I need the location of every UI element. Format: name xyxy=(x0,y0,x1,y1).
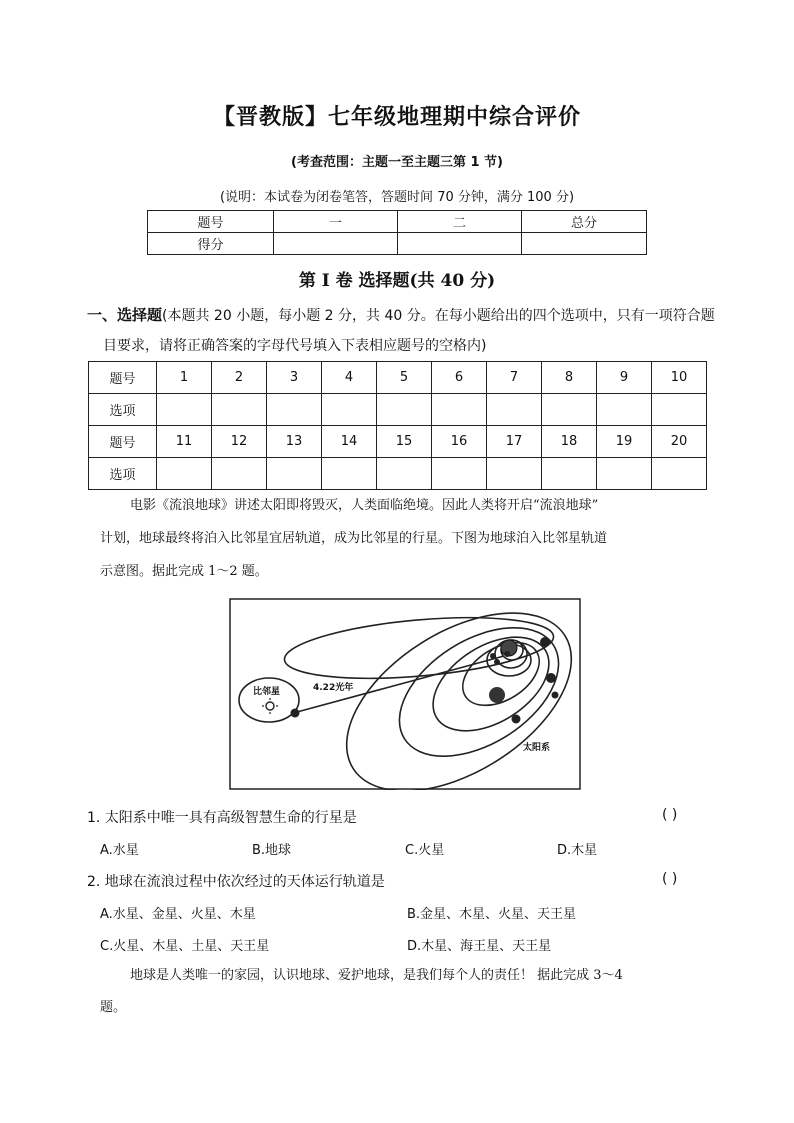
question-2-stem: 2. 地球在流浪过程中依次经过的天体运行轨道是 xyxy=(87,874,385,890)
answer-cell[interactable] xyxy=(212,394,267,426)
passage1-line3: 示意图。据此完成 1～2 题。 xyxy=(100,564,268,579)
question-1-option-a[interactable]: A.水星 xyxy=(100,843,139,858)
answer-cell[interactable] xyxy=(652,394,707,426)
diagram-frame xyxy=(230,599,580,789)
exam-title: 【晋教版】七年级地理期中综合评价 xyxy=(212,105,581,130)
passage2-line2: 题。 xyxy=(100,1000,127,1015)
question-1-option-d[interactable]: D.木星 xyxy=(557,843,598,858)
question-number-cell: 20 xyxy=(652,426,707,458)
question-number-cell: 19 xyxy=(597,426,652,458)
question-number-cell: 4 xyxy=(322,362,377,394)
score-blank-cell[interactable] xyxy=(522,233,647,255)
answer-cell[interactable] xyxy=(542,394,597,426)
answer-cell[interactable] xyxy=(377,394,432,426)
score-blank-cell[interactable] xyxy=(398,233,522,255)
answer-cell[interactable] xyxy=(597,458,652,490)
answer-cell[interactable] xyxy=(487,394,542,426)
section1-instruction-cont: 目要求，请将正确答案的字母代号填入下表相应题号的空格内) xyxy=(103,338,487,354)
answer-row-label: 题号 xyxy=(89,362,157,394)
question-number-cell: 18 xyxy=(542,426,597,458)
planet-icon xyxy=(489,687,505,703)
question-number-cell: 12 xyxy=(212,426,267,458)
answer-cell[interactable] xyxy=(157,458,212,490)
answer-cell[interactable] xyxy=(487,458,542,490)
question-number-cell: 8 xyxy=(542,362,597,394)
question-1-option-b[interactable]: B.地球 xyxy=(252,843,292,858)
score-blank-cell[interactable] xyxy=(274,233,398,255)
score-header-cell: 二 xyxy=(398,211,522,233)
question-number-cell: 13 xyxy=(267,426,322,458)
answer-row-label: 题号 xyxy=(89,426,157,458)
question-number-cell: 6 xyxy=(432,362,487,394)
question-number-cell: 3 xyxy=(267,362,322,394)
answer-cell[interactable] xyxy=(157,394,212,426)
answer-cell[interactable] xyxy=(377,458,432,490)
question-number-cell: 5 xyxy=(377,362,432,394)
question-2-option-b[interactable]: B.金星、木星、火星、天王星 xyxy=(407,907,577,922)
planet-icon xyxy=(540,637,550,647)
answer-cell[interactable] xyxy=(322,458,377,490)
section1-heading: 一、选择题 xyxy=(87,306,163,324)
question-2-answer-paren[interactable]: ( ) xyxy=(662,871,678,887)
question-2-option-d[interactable]: D.木星、海王星、天王星 xyxy=(407,939,552,954)
question-number-cell: 7 xyxy=(487,362,542,394)
planet-icon xyxy=(490,653,496,659)
question-2-option-c[interactable]: C.火星、木星、土星、天王星 xyxy=(100,939,270,954)
question-number-cell: 9 xyxy=(597,362,652,394)
planet-icon xyxy=(504,651,510,657)
answer-cell[interactable] xyxy=(267,394,322,426)
volume-title: 第 I 卷 选择题(共 40 分) xyxy=(298,271,496,291)
planet-icon xyxy=(546,673,556,683)
answer-cell[interactable] xyxy=(322,394,377,426)
section1-instruction xyxy=(87,304,727,327)
question-number-cell: 11 xyxy=(157,426,212,458)
exam-scope: (考查范围：主题一至主题三第 1 节) xyxy=(291,155,503,170)
section1-text: (本题共 20 小题，每小题 2 分，共 40 分。在每小题给出的四个选项中，只有一项符合题 xyxy=(162,308,715,324)
orbit-diagram xyxy=(229,598,581,790)
answer-cell[interactable] xyxy=(212,458,267,490)
planet-icon xyxy=(552,692,559,699)
question-1-stem: 1. 太阳系中唯一具有高级智慧生命的行星是 xyxy=(87,810,357,826)
question-number-cell: 17 xyxy=(487,426,542,458)
answer-cell[interactable] xyxy=(597,394,652,426)
question-1-option-c[interactable]: C.火星 xyxy=(405,843,445,858)
label-distance: 4.22光年 xyxy=(313,683,354,693)
question-number-cell: 10 xyxy=(652,362,707,394)
answer-cell[interactable] xyxy=(432,458,487,490)
answer-cell[interactable] xyxy=(432,394,487,426)
answer-row-label: 选项 xyxy=(89,458,157,490)
question-number-cell: 2 xyxy=(212,362,267,394)
question-number-cell: 16 xyxy=(432,426,487,458)
label-proxima: 比邻星 xyxy=(253,687,281,697)
planet-icon xyxy=(512,715,521,724)
answer-cell[interactable] xyxy=(542,458,597,490)
answer-cell[interactable] xyxy=(267,458,322,490)
earth-icon xyxy=(291,709,300,718)
question-number-cell: 15 xyxy=(377,426,432,458)
question-number-cell: 14 xyxy=(322,426,377,458)
answer-table xyxy=(88,361,707,490)
passage1-line2: 计划，地球最终将泊入比邻星宜居轨道，成为比邻星的行星。下图为地球泊入比邻星轨道 xyxy=(100,531,608,546)
question-2-option-a[interactable]: A.水星、金星、火星、木星 xyxy=(100,907,256,922)
score-header-cell: 一 xyxy=(274,211,398,233)
score-header-cell: 总分 xyxy=(522,211,647,233)
question-1-answer-paren[interactable]: ( ) xyxy=(662,807,678,823)
passage2-line1: 地球是人类唯一的家园，认识地球、爱护地球，是我们每个人的责任！ 据此完成 3～4 xyxy=(130,968,623,983)
score-table xyxy=(147,210,647,255)
passage1-line1: 电影《流浪地球》讲述太阳即将毁灭，人类面临绝境。因此人类将开启“流浪地球” xyxy=(130,498,599,513)
question-number-cell: 1 xyxy=(157,362,212,394)
label-solar-system: 太阳系 xyxy=(523,743,551,753)
exam-note: (说明：本试卷为闭卷笔答，答题时间 70 分钟，满分 100 分) xyxy=(219,190,575,205)
answer-row-label: 选项 xyxy=(89,394,157,426)
planet-icon xyxy=(494,659,500,665)
score-row-label: 得分 xyxy=(148,233,274,255)
score-header-cell: 题号 xyxy=(148,211,274,233)
answer-cell[interactable] xyxy=(652,458,707,490)
